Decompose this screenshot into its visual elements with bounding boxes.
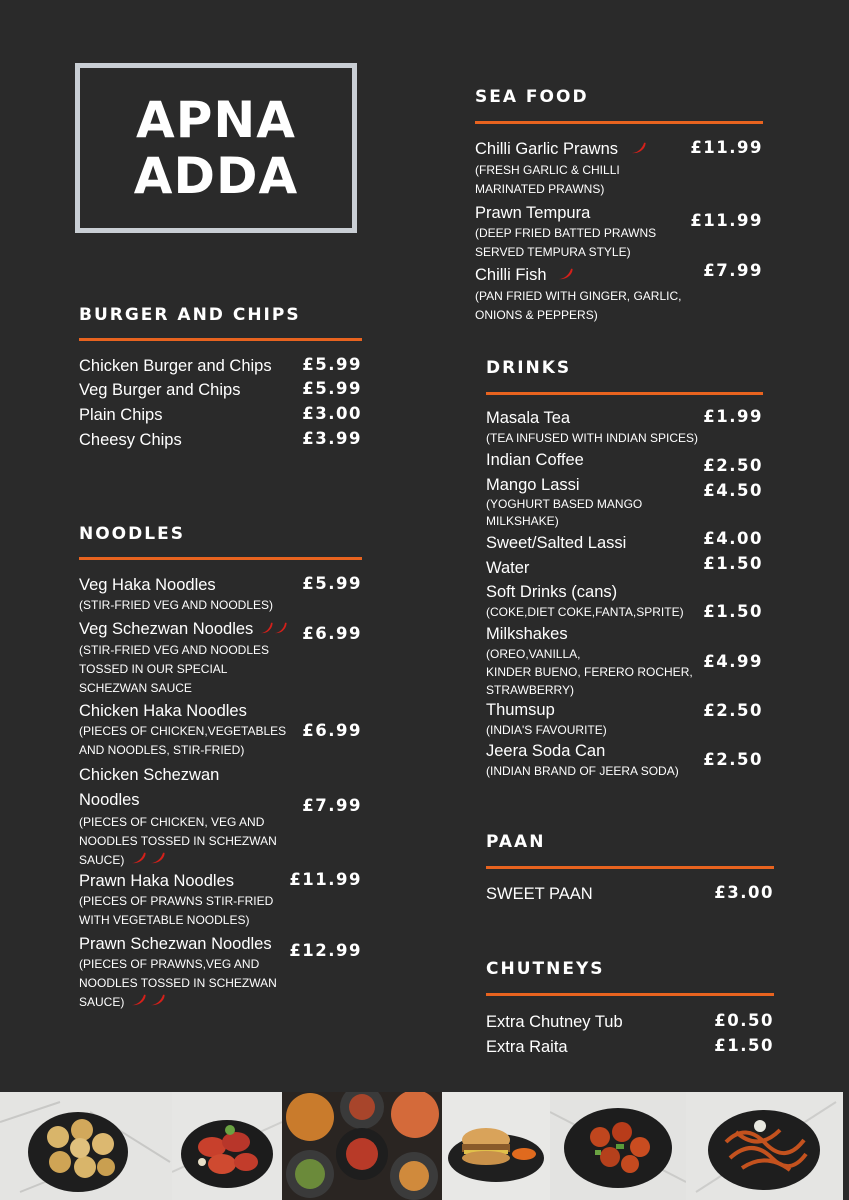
item-price: £7.99 <box>703 261 763 280</box>
paan-section <box>486 832 774 912</box>
item-name: Chicken Burger and Chips <box>79 357 272 375</box>
section-title: BURGER AND CHIPS <box>79 305 301 325</box>
drinks-section <box>486 358 763 788</box>
item-price: £1.50 <box>703 602 763 621</box>
menu-item <box>79 429 362 451</box>
item-price: £1.50 <box>703 554 763 573</box>
food-photo-burger <box>442 1092 550 1200</box>
item-description-line: SERVED TEMPURA STYLE) <box>475 245 631 259</box>
item-name: SWEET PAAN <box>486 885 593 903</box>
item-price: £2.50 <box>703 701 763 720</box>
item-name: Prawn Schezwan Noodles <box>79 935 272 953</box>
item-description-line: WITH VEGETABLE NOODLES) <box>79 913 250 927</box>
item-name-line: Chicken Schezwan <box>79 766 220 784</box>
item-name: Chicken Haka Noodles <box>79 702 247 720</box>
item-description-line: (YOGHURT BASED MANGO <box>486 497 643 511</box>
menu-item <box>486 474 763 530</box>
item-description: (TEA INFUSED WITH INDIAN SPICES) <box>486 431 699 445</box>
item-name: Sweet/Salted Lassi <box>486 534 627 552</box>
menu-item <box>486 883 774 905</box>
item-name: Chilli Garlic Prawns <box>475 140 619 158</box>
chili-pepper-icon <box>259 619 289 641</box>
noodles-section <box>79 524 362 1014</box>
chili-pepper-icon <box>630 139 648 161</box>
item-description-line: NOODLES TOSSED IN SCHEZWAN <box>79 976 277 990</box>
item-price: £0.50 <box>714 1011 774 1030</box>
item-description-line: (FRESH GARLIC & CHILLI <box>475 162 620 177</box>
item-name: Prawn Haka Noodles <box>79 872 234 890</box>
item-price: £1.99 <box>703 407 763 426</box>
item-description-line: ONIONS & PEPPERS) <box>475 307 598 322</box>
item-price: £6.99 <box>302 624 362 643</box>
menu-item <box>486 529 763 554</box>
item-price: £11.99 <box>289 870 362 889</box>
menu-item <box>79 379 362 401</box>
seafood-section <box>475 87 763 327</box>
item-name: Mango Lassi <box>486 476 580 494</box>
item-name: Veg Schezwan Noodles <box>79 620 254 638</box>
item-description-line: (STIR-FRIED VEG AND NOODLES <box>79 642 270 657</box>
menu-item <box>79 355 362 377</box>
menu-item <box>486 1036 774 1058</box>
item-name: Plain Chips <box>79 406 163 424</box>
item-price: £5.99 <box>302 379 362 398</box>
burger-section <box>79 305 362 455</box>
item-name: Thumsup <box>486 701 555 719</box>
logo-line-1: APNA <box>136 91 296 149</box>
item-description-line: (PIECES OF CHICKEN, VEG AND <box>79 815 265 829</box>
section-title: DRINKS <box>486 358 572 378</box>
item-name: Masala Tea <box>486 409 571 427</box>
item-description-line: (DEEP FRIED BATTED PRAWNS <box>475 226 657 240</box>
menu-item <box>79 870 362 930</box>
menu-item <box>79 574 362 615</box>
food-photo-schezwan-noodles <box>686 1092 843 1200</box>
item-description-line: (PIECES OF PRAWNS STIR-FRIED <box>79 894 274 908</box>
item-price: £12.99 <box>289 941 362 960</box>
item-description: (INDIA'S FAVOURITE) <box>486 723 607 737</box>
food-photo-pani-puri <box>0 1092 172 1200</box>
menu-item <box>486 581 763 622</box>
food-photo-tandoori-platter <box>172 1092 282 1200</box>
food-photo-strip <box>0 1092 849 1200</box>
section-divider <box>486 866 774 869</box>
item-description-line: MARINATED PRAWNS) <box>475 181 605 196</box>
item-description-line: (PIECES OF PRAWNS,VEG AND <box>79 957 260 971</box>
section-divider <box>486 993 774 996</box>
section-divider <box>475 121 763 124</box>
section-title: CHUTNEYS <box>486 959 605 979</box>
section-title: SEA FOOD <box>475 87 589 107</box>
menu-item <box>486 1011 774 1033</box>
food-photo-curry-spread <box>282 1092 442 1200</box>
item-description-line: (OREO,VANILLA, <box>486 647 581 661</box>
item-price: £11.99 <box>690 211 763 230</box>
item-description: (INDIAN BRAND OF JEERA SODA) <box>486 764 679 778</box>
item-description: (STIR-FRIED VEG AND NOODLES) <box>79 598 274 612</box>
item-name: Veg Burger and Chips <box>79 381 241 399</box>
item-description: (COKE,DIET COKE,FANTA,SPRITE) <box>486 605 684 619</box>
item-name: Milkshakes <box>486 625 568 643</box>
item-name: Indian Coffee <box>486 451 584 469</box>
menu-item <box>475 138 763 199</box>
chili-pepper-icon <box>130 993 170 1013</box>
menu-item <box>79 933 362 1013</box>
menu-item <box>475 261 763 325</box>
item-name: Chilli Fish <box>475 266 547 284</box>
menu-item <box>79 763 362 871</box>
item-name: Soft Drinks (cans) <box>486 583 618 601</box>
section-title: PAAN <box>486 832 546 852</box>
item-price: £3.00 <box>302 404 362 423</box>
item-price: £4.00 <box>703 529 763 548</box>
item-price: £11.99 <box>690 138 763 157</box>
item-description-row <box>79 993 362 1013</box>
item-description-line: MILKSHAKE) <box>486 514 559 528</box>
item-name: Jeera Soda Can <box>486 742 606 760</box>
item-description-line: SAUCE) <box>79 995 125 1010</box>
item-description-line: (PIECES OF CHICKEN,VEGETABLES <box>79 724 287 738</box>
section-title: NOODLES <box>79 524 185 544</box>
chili-pepper-icon <box>130 851 170 871</box>
menu-item <box>486 554 763 579</box>
item-description-row <box>79 851 362 871</box>
item-description-line: TOSSED IN OUR SPECIAL <box>79 661 228 676</box>
item-description-line: KINDER BUENO, FERERO ROCHER, <box>486 665 693 679</box>
menu-item <box>79 404 362 426</box>
restaurant-logo <box>75 63 357 233</box>
menu-item <box>475 202 763 262</box>
menu-item <box>486 740 763 781</box>
section-divider <box>486 392 763 395</box>
item-price: £5.99 <box>302 574 362 593</box>
chutneys-section <box>486 959 774 1069</box>
menu-item <box>486 407 763 448</box>
item-price: £6.99 <box>302 721 362 740</box>
item-price: £5.99 <box>302 355 362 374</box>
menu-item <box>79 700 362 760</box>
section-divider <box>79 338 362 341</box>
item-description-line: AND NOODLES, STIR-FRIED) <box>79 743 245 757</box>
item-price: £3.00 <box>714 883 774 902</box>
item-description-line: SAUCE) <box>79 853 125 868</box>
item-description-line: SCHEZWAN SAUCE <box>79 680 192 695</box>
menu-item <box>79 618 362 698</box>
item-name: Veg Haka Noodles <box>79 576 216 594</box>
item-price: £2.50 <box>703 456 763 475</box>
logo-line-2: ADDA <box>133 147 299 205</box>
item-price: £4.50 <box>703 481 763 500</box>
item-name: Extra Raita <box>486 1038 568 1056</box>
item-price: £3.99 <box>302 429 362 448</box>
item-name: Cheesy Chips <box>79 431 182 449</box>
item-name: Prawn Tempura <box>475 204 591 222</box>
item-name-line: Noodles <box>79 791 140 809</box>
item-price: £4.99 <box>703 652 763 671</box>
menu-item <box>486 449 763 475</box>
item-description-line: (PAN FRIED WITH GINGER, GARLIC, <box>475 288 682 303</box>
menu-item <box>486 699 763 740</box>
item-description-line: NOODLES TOSSED IN SCHEZWAN <box>79 834 277 848</box>
item-price: £7.99 <box>302 796 362 815</box>
section-divider <box>79 557 362 560</box>
chili-pepper-icon <box>557 265 575 287</box>
item-name: Extra Chutney Tub <box>486 1013 623 1031</box>
item-name: Water <box>486 559 530 577</box>
food-photo-chilli-chicken <box>550 1092 686 1200</box>
item-price: £1.50 <box>714 1036 774 1055</box>
item-description-line: STRAWBERRY) <box>486 683 575 697</box>
item-price: £2.50 <box>703 750 763 769</box>
menu-item <box>486 623 763 699</box>
